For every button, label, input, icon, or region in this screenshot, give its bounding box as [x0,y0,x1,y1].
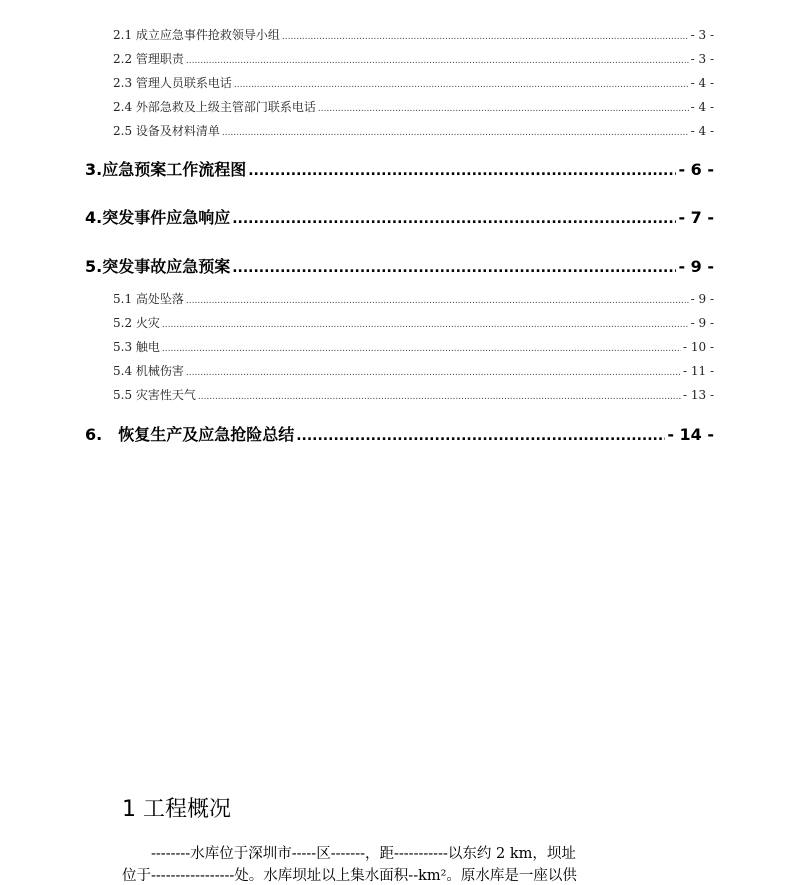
toc-entry-2-2[interactable] [113,50,714,67]
toc-entry-2-3[interactable] [113,74,714,91]
toc-leader-dots [162,340,681,354]
toc-entry-page: - 3 - [690,52,714,66]
toc-entry-2-5[interactable] [113,122,714,139]
toc-entry-6[interactable] [85,422,714,445]
toc-entry-label: 5.4 机械伤害 [113,364,184,378]
toc-entry-5[interactable] [85,254,714,277]
toc-entry-page: - 4 - [690,124,714,138]
toc-entry-page: - 3 - [690,28,714,42]
toc-leader-dots [162,316,689,330]
toc-leader-dots [282,28,689,42]
body-paragraph-line: --------水库位于深圳市-----区-------，距-----------以东约 2 km，坝址 [122,846,576,862]
section-heading: 1 工程概况 [122,797,231,822]
toc-entry-2-1[interactable] [113,26,714,43]
toc-entry-page: - 10 - [682,340,714,354]
toc-leader-dots [248,160,676,179]
toc-entry-label: 5.突发事故应急预案 [85,257,231,276]
toc-leader-dots [232,208,676,227]
toc-entry-4[interactable] [85,205,714,228]
toc-entry-page: - 4 - [690,76,714,90]
toc-entry-2-4[interactable] [113,98,714,115]
toc-entry-label: 2.3 管理人员联系电话 [113,76,232,90]
toc-entry-5-1[interactable] [113,290,714,307]
toc-leader-dots [198,388,681,402]
toc-entry-page: - 7 - [678,208,714,227]
toc-leader-dots [186,292,689,306]
toc-entry-page: - 9 - [690,292,714,306]
toc-leader-dots [222,124,689,138]
toc-leader-dots [296,425,665,444]
toc-entry-5-5[interactable] [113,386,714,403]
toc-entry-5-4[interactable] [113,362,714,379]
toc-entry-label: 5.5 灾害性天气 [113,388,196,402]
toc-entry-label: 5.2 火灾 [113,316,160,330]
toc-entry-5-2[interactable] [113,314,714,331]
toc-entry-label: 2.2 管理职责 [113,52,184,66]
toc-entry-label: 3.应急预案工作流程图 [85,160,247,179]
body-paragraph-line: 位于-----------------处。水库坝址以上集水面积--km²。原水库是一座以供 [122,868,577,884]
toc-leader-dots [318,100,689,114]
toc-entry-page: - 14 - [667,425,714,444]
toc-entry-label: 2.4 外部急救及上级主管部门联系电话 [113,100,316,114]
toc-entry-page: - 11 - [682,364,714,378]
toc-entry-label: 5.3 触电 [113,340,160,354]
toc-leader-dots [234,76,689,90]
toc-entry-label: 5.1 高处坠落 [113,292,184,306]
toc-entry-label: 4.突发事件应急响应 [85,208,231,227]
toc-entry-page: - 13 - [682,388,714,402]
toc-entry-label: 2.1 成立应急事件抢救领导小组 [113,28,280,42]
toc-leader-dots [232,257,676,276]
toc-entry-page: - 4 - [690,100,714,114]
toc-leader-dots [186,364,681,378]
toc-entry-page: - 9 - [678,257,714,276]
toc-entry-label: 2.5 设备及材料清单 [113,124,220,138]
toc-entry-5-3[interactable] [113,338,714,355]
toc-leader-dots [186,52,689,66]
toc-entry-page: - 6 - [678,160,714,179]
toc-entry-page: - 9 - [690,316,714,330]
toc-entry-label: 6. 恢复生产及应急抢险总结 [85,425,295,444]
toc-entry-3[interactable] [85,157,714,180]
